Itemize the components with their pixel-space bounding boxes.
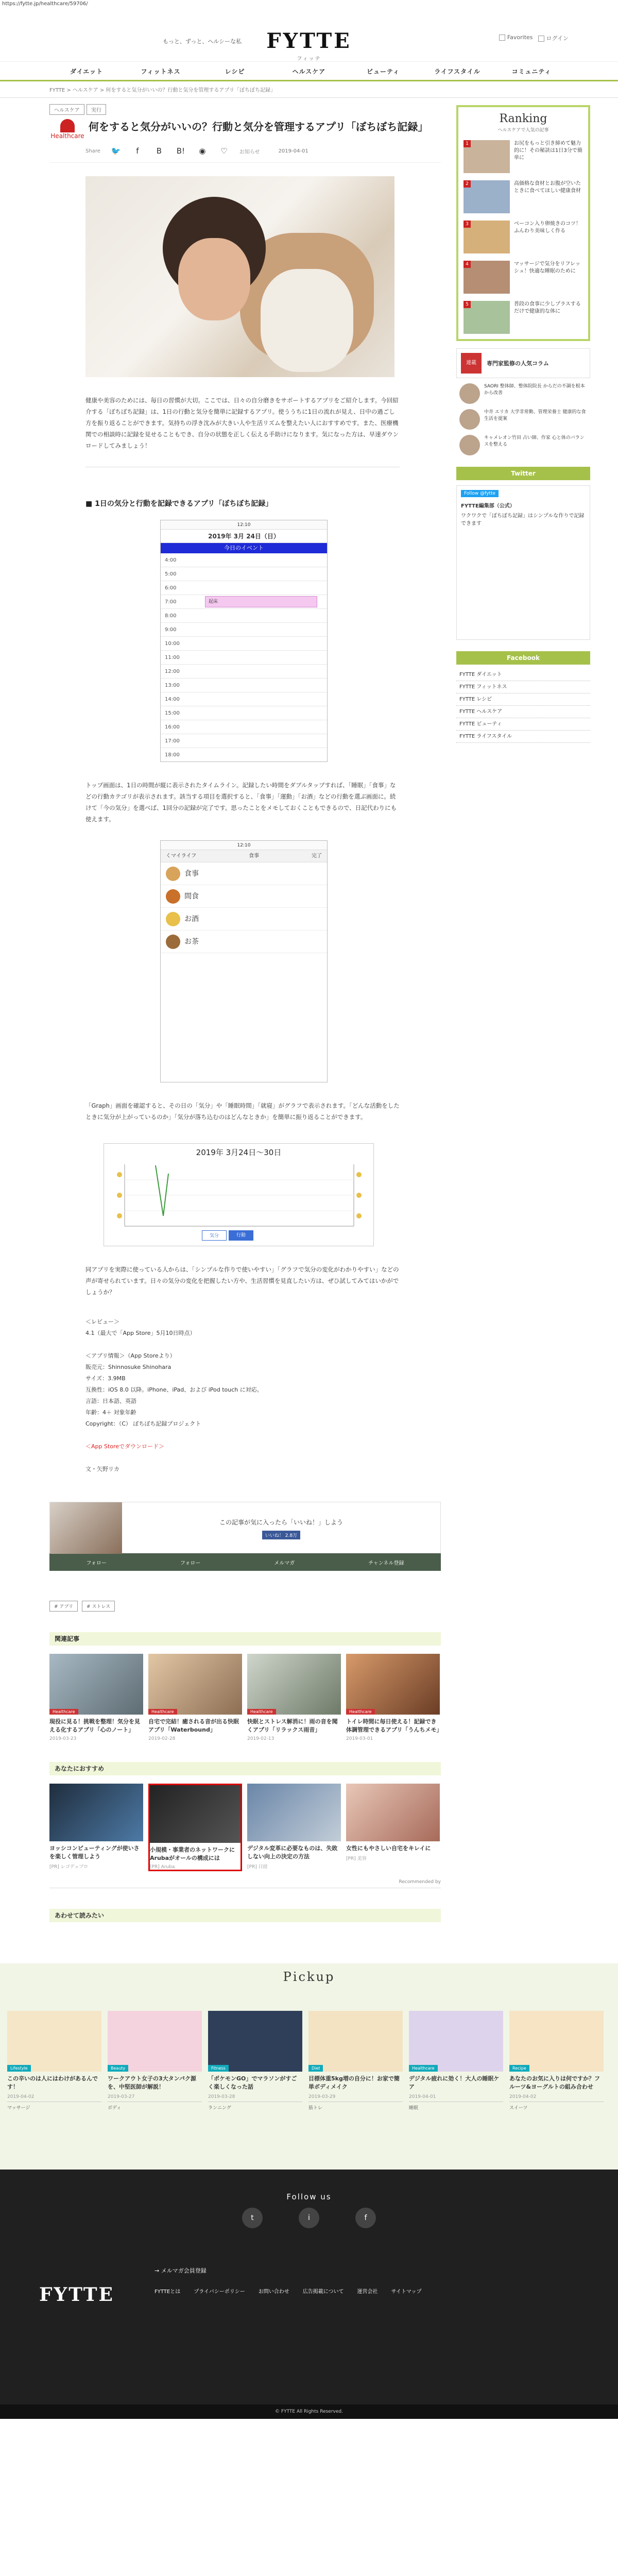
app-screenshot-timeline [160, 520, 328, 762]
followus-heading: Follow us [286, 2192, 332, 2201]
card-title: 「ポケモンGO」でマラソンがすごく楽しくなった話 [208, 2075, 297, 2090]
timeline-row[interactable]: 17:00 [161, 734, 327, 748]
timeline-row[interactable]: 15:00 [161, 706, 327, 720]
list-item-label: 間食 [184, 892, 199, 901]
follow-mail[interactable]: メルマガ [274, 1560, 295, 1566]
tag-list [49, 1601, 441, 1612]
expert-tag: 連載 [461, 353, 482, 374]
phone-toolbar [161, 850, 327, 862]
card-tag: Lifestyle [7, 2065, 31, 2072]
fb-item[interactable]: FYTTE ダイエット [456, 669, 590, 681]
nav-item-beauty[interactable]: ビューティ [366, 68, 400, 75]
footer-link[interactable]: 広告掲載について [302, 2289, 344, 2295]
fb-item[interactable]: FYTTE フィットネス [456, 681, 590, 693]
timeline-row[interactable]: 11:00 [161, 651, 327, 665]
tweet-text: ワクワクで「ぼちぼち記録」はシンプルな作りで記録できます [461, 513, 585, 527]
recommend-card[interactable] [346, 1784, 440, 1871]
card-title: あなたのお気に入りは何ですか？フルーツ&ヨーグルトの組み合わせ [509, 2075, 600, 2090]
favorites-label: Favorites [507, 34, 533, 41]
timeline-row[interactable]: 9:00 [161, 623, 327, 637]
graph-mood-button[interactable]: 気分 [202, 1230, 227, 1241]
site-header [0, 8, 618, 62]
breadcrumb: FYTTE > ヘルスケア > 何をすると気分がいいの？行動と気分を管理するアプリ「ぼちぼち記録」 [0, 81, 618, 98]
timeline-row[interactable]: 4:00 [161, 553, 327, 567]
card-category: ランニング [208, 2102, 302, 2111]
healthcare-label: Healthcare [50, 132, 84, 140]
card-source: [PR] 日経 [247, 1865, 268, 1870]
related-card[interactable] [49, 1654, 143, 1741]
site-tagline: もっと、ずっと、ヘルシーな私 [163, 38, 242, 45]
footer-links [154, 2287, 421, 2295]
nav-item-community[interactable]: コミュニティ [511, 68, 552, 75]
related-list [49, 1654, 441, 1741]
category-badge[interactable]: ヘルスケア [49, 104, 84, 115]
ranking-item[interactable]: 3 ベーコン入り卵焼きのコツ！ふんわり美味しく作る [464, 221, 583, 253]
main-nav [0, 62, 618, 81]
card-title: 現役に見る！挑戦を整理！気分を見える化するアプリ「心のノート」 [49, 1718, 140, 1733]
card-source: [PR] 美容 [346, 1856, 367, 1861]
list-item[interactable] [161, 885, 327, 908]
card-category: 睡眠 [409, 2102, 503, 2111]
article-body-1: トップ画面は、1日の時間が縦に表示されたタイムライン。記録したい時間をダブルタップすれば、「睡眠」「食事」などの行動カテゴリが表示されます。該当する項目を選択すると、「食事」「運動」「お酒」などの行動を選ぶ画面に。続けて「今の気分」を選べば、1回分の記録が完了です。思ったことをメモしておくこともできるので、日記代わりにも使えます。 [85, 782, 397, 823]
card-category: 筋トレ [308, 2102, 403, 2111]
favorites-link[interactable] [499, 34, 533, 42]
app-info-line: 互換性：iOS 8.0 以降。iPhone、iPad、および iPod touch に対応。 [85, 1386, 263, 1393]
recommend-footer: Recommended by [49, 1879, 441, 1888]
like-button[interactable]: いいね！ 2.8万 [262, 1531, 300, 1539]
category-badge-2[interactable]: 実行 [87, 104, 106, 115]
footer-link[interactable]: お問い合わせ [258, 2289, 289, 2295]
phone-status: 12:10 [161, 520, 327, 530]
recommend-card[interactable] [247, 1784, 341, 1871]
card-date: 2019-02-13 [247, 1736, 274, 1741]
footer-socials [0, 2208, 618, 2228]
article-header [49, 119, 441, 140]
phone-done[interactable]: 完了 [311, 853, 322, 859]
footer-logo[interactable]: FYTTE [39, 2284, 114, 2306]
card-source: [PR] Aruba [150, 1865, 175, 1870]
app-screenshot-category [160, 840, 328, 1082]
follow-instagram[interactable]: フォロー [180, 1560, 201, 1566]
card-date: 2019-04-01 [409, 2094, 436, 2099]
related-card[interactable] [148, 1654, 242, 1741]
expert-title: 専門家監修の人気コラム [487, 360, 549, 367]
share-label: Share [85, 148, 100, 154]
timeline-row[interactable]: 14:00 [161, 692, 327, 706]
avatar [459, 383, 480, 404]
expert-header [456, 348, 590, 378]
card-tag: Healthcare [247, 1709, 276, 1715]
expert-item[interactable] [456, 409, 590, 430]
card-date: 2019-03-28 [208, 2094, 235, 2099]
graph-action-button[interactable]: 行動 [229, 1230, 253, 1241]
pickup-card[interactable] [208, 2011, 302, 2111]
timeline-row[interactable]: 16:00 [161, 720, 327, 734]
ranking-box [456, 105, 590, 341]
expert-text: キャメレオン竹田 占い師、作家 心と体のバランスを整える [484, 435, 585, 447]
ranking-item[interactable]: 4 マッサージで気分をリフレッシュ！快適な睡眠のために [464, 261, 583, 294]
ranking-item[interactable]: 1 お尻をもっと引き締めて魅力的に！その秘訣は1日3分で簡単に [464, 140, 583, 173]
card-date: 2019-03-23 [49, 1736, 77, 1741]
card-date: 2019-02-28 [148, 1736, 176, 1741]
card-category: マッサージ [7, 2102, 101, 2111]
twitter-widget [456, 485, 590, 640]
card-title: 自宅で完結！癒される音が出る快眠アプリ「Waterbound」 [148, 1718, 239, 1733]
article-author: 文・矢野リカ [85, 1466, 119, 1472]
card-title: 小規模・事業者のネットワークに Arubaがオールの構成には [150, 1846, 235, 1861]
ranking-item-title: ベーコン入り卵焼きのコツ！ふんわり美味しく作る [514, 221, 581, 234]
card-tag: Fitness [208, 2065, 229, 2072]
pickup-heading: Pickup [283, 1970, 335, 1984]
promo-image [50, 1502, 122, 1554]
timeline-row[interactable]: 7:00 [161, 595, 327, 609]
awase-heading: あわせて読みたい [49, 1909, 441, 1922]
pickup-card[interactable] [409, 2011, 503, 2111]
card-date: 2019-03-01 [346, 1736, 373, 1741]
card-tag: Healthcare [148, 1709, 177, 1715]
expert-text: SAORI 整体師、整体院院長 からだの不調を根本から改善 [484, 384, 585, 396]
login-label: ログイン [546, 35, 569, 42]
heart-icon [60, 119, 75, 132]
list-item-label: お酒 [184, 915, 199, 923]
app-info-line: サイズ：3.9MB [85, 1375, 126, 1382]
related-card[interactable] [346, 1654, 440, 1741]
card-date: 2019-03-27 [108, 2094, 135, 2099]
tag-item[interactable]: # ストレス [82, 1601, 115, 1612]
card-title: 女性にもやさしい自宅をキレイに [346, 1845, 431, 1852]
ranking-subtitle: ヘルスケアで人気の記事 [497, 128, 549, 133]
ranking-item-title: マッサージで気分をリフレッシュ！快適な睡眠のために [514, 261, 580, 274]
card-tag: Healthcare [346, 1709, 375, 1715]
phone-back[interactable]: くマイライフ [166, 853, 197, 859]
line-icon[interactable]: ◉ [199, 146, 206, 156]
avatar [459, 409, 480, 430]
ranking-item-title: 普段の食事に少しプラスするだけで健康的な体に [514, 301, 581, 314]
sidebar [456, 98, 590, 1922]
timeline-row[interactable]: 5:00 [161, 567, 327, 581]
recommend-card[interactable] [49, 1784, 143, 1871]
app-info-line: 販売元：Shinnosuke Shinohara [85, 1364, 171, 1370]
follow-bar [49, 1553, 441, 1571]
related-heading: 関連記事 [49, 1632, 441, 1646]
hatena-icon[interactable]: B! [176, 146, 185, 156]
ranking-item[interactable]: 5 普段の食事に少しプラスするだけで健康的な体に [464, 301, 583, 334]
fb-item[interactable]: FYTTE ヘルスケア [456, 706, 590, 718]
card-tag: Healthcare [49, 1709, 78, 1715]
recommend-heading: あなたにおすすめ [49, 1762, 441, 1775]
healthcare-icon [49, 119, 85, 140]
list-item[interactable] [161, 930, 327, 953]
hero-image [85, 176, 394, 377]
main-content [49, 98, 441, 1922]
related-card[interactable] [247, 1654, 341, 1741]
app-screenshot-graph [104, 1143, 374, 1246]
pickup-card[interactable] [509, 2011, 604, 2111]
card-title: 目標体重5kg増の自分に！お家で簡単ボディメイク [308, 2075, 400, 2090]
list-item[interactable] [161, 908, 327, 930]
timeline-row[interactable]: 13:00 [161, 679, 327, 692]
card-category: ボディ [108, 2102, 202, 2111]
user-icon [538, 36, 544, 42]
article-body-3: 同アプリを実際に使っている人からは、「シンプルな作りで使いやすい」「グラフで気分の変化がわかりやすい」などの声が寄せられています。日々の気分の変化を把握したい方や、生活習慣を見直したい方は、ぜひ試してみてはいかがでしょうか？ [85, 1266, 399, 1296]
timeline-row[interactable]: 10:00 [161, 637, 327, 651]
card-tag: Recipe [509, 2065, 529, 2072]
card-title: デジタル変革に必要なものは、失敗しない向上の決定の方法 [247, 1845, 338, 1860]
header-utility [499, 34, 569, 42]
card-title: 快眠とストレス解消に！雨の音を聞くアプリ「リラックス雨音」 [247, 1718, 338, 1733]
footer-link[interactable]: 運営会社 [357, 2289, 378, 2295]
twitter-heading: Twitter [456, 467, 590, 480]
pickup-list [7, 2011, 604, 2111]
site-footer [0, 2170, 618, 2419]
nav-item-recipe[interactable]: レシピ [225, 68, 245, 75]
footer-link[interactable]: FYTTEとは [154, 2289, 181, 2295]
fb-item[interactable]: FYTTE ビューティ [456, 718, 590, 731]
footer-link[interactable]: プライバシーポリシー [194, 2289, 245, 2295]
logo-text: FYTTE [266, 29, 352, 53]
bookmark-icon[interactable]: B [156, 146, 162, 156]
expert-item[interactable] [456, 435, 590, 455]
follow-twitter[interactable]: フォロー [86, 1560, 107, 1566]
card-date: 2019-04-02 [509, 2094, 537, 2099]
timeline-row[interactable]: 18:00 [161, 748, 327, 762]
timeline-row[interactable]: 8:00 [161, 609, 327, 623]
card-title: トイレ時間に毎日使える！記録でき体調管理できるアプリ「うんちメモ」 [346, 1718, 442, 1733]
tag-item[interactable]: # アプリ [49, 1601, 78, 1612]
review-label: ＜レビュー＞ [85, 1318, 119, 1325]
like-promo [49, 1502, 441, 1553]
newsletter-link[interactable]: → メルマガ会員登録 [154, 2267, 207, 2274]
login-link[interactable] [538, 34, 569, 42]
section-heading: ■ 1日の気分と行動を記録できるアプリ「ぼちぼち記録」 [85, 500, 273, 508]
heart-outline-icon[interactable]: ♡ [220, 146, 228, 156]
share-bar [49, 140, 441, 163]
phone-date: 2019年 3月 24日（日） [161, 530, 327, 543]
article-intro: 健康や美容のためには、毎日の習慣が大切。ここでは、日々の自分磨きをサポートするアプリをご紹介します。今回紹介する「ぼちぼち記録」は、1日の行動と気分を簡単に記録するアプリ。使ううちに1日の流れが見え、日中の過ごし方を振り返ることができます。気持ちの浮き沈みが大きい人や生活リズムを整えたい人におすすめです。また、医療機関での相談時に記録を見せることもでき、自分の状態を正しく伝える手助けになります。気になった方は、早速ダウンロードしてみましょう！ [85, 397, 399, 449]
fb-item[interactable]: FYTTE ライフスタイル [456, 731, 590, 743]
card-date: 2019-04-02 [7, 2094, 35, 2099]
app-info [85, 1316, 400, 1452]
list-item-label: 食事 [184, 870, 199, 878]
nav-item-fitness[interactable]: フィットネス [141, 68, 181, 75]
card-category: スイーツ [509, 2102, 604, 2111]
site-logo[interactable] [163, 29, 455, 62]
url-bar[interactable]: https://fytte.jp/healthcare/59706/ [0, 0, 618, 8]
ranking-item-title: 高価格な食材とお腹が空いたときに食べてほしい健康食材 [514, 181, 581, 194]
avatar [459, 435, 480, 455]
expert-item[interactable] [456, 383, 590, 404]
pickup-section [0, 1963, 618, 2170]
facebook-icon[interactable]: f [355, 2208, 376, 2228]
nav-item-diet[interactable]: ダイエット [70, 68, 104, 75]
footer-link[interactable]: サイトマップ [391, 2289, 422, 2295]
heart-icon [499, 35, 505, 41]
phone-status-2: 12:10 [161, 841, 327, 850]
pickup-card[interactable] [7, 2011, 101, 2111]
card-date: 2019-03-29 [308, 2094, 336, 2099]
timeline-row[interactable]: 12:00 [161, 665, 327, 679]
twitter-account[interactable]: FYTTE編集部（公式） [461, 503, 515, 509]
app-info-line: 言語：日本語、英語 [85, 1398, 136, 1404]
card-title: デジタル疲れに効く！大人の睡眠ケア [409, 2075, 500, 2090]
ranking-item[interactable]: 2 高価格な食材とお腹が空いたときに食べてほしい健康食材 [464, 180, 583, 213]
twitter-icon[interactable]: 🐦 [111, 146, 121, 156]
article-date: 2019-04-01 [278, 148, 308, 154]
phone-title: 食事 [249, 853, 260, 859]
follow-youtube[interactable]: チャンネル登録 [368, 1560, 404, 1566]
app-info-line: 年齢：4＋ 対象年齢 [85, 1409, 136, 1416]
phone-event: 起床 [205, 596, 317, 607]
ranking-item-title: お尻をもっと引き締めて魅力的に！その秘訣は1日3分で簡単に [514, 141, 582, 161]
pickup-card[interactable] [108, 2011, 202, 2111]
recommend-card[interactable] [148, 1784, 242, 1871]
promo-text: この記事が気に入ったら「いいね！」しよう [219, 1519, 343, 1526]
article-body-2: 「Graph」画面を確認すると、その日の「気分」や「睡眠時間」「就寝」がグラフで表示されます。「どんな活動をしたときに気分が上がっているのか」「気分が落ち込むのはどんなときか」を簡単に振り返ることができます。 [85, 1102, 400, 1121]
app-info-label: ＜アプリ情報＞（App Storeより） [85, 1352, 176, 1359]
copyright: © FYTTE All Rights Reserved. [0, 2404, 618, 2419]
facebook-heading: Facebook [456, 651, 590, 665]
nav-item-lifestyle[interactable]: ライフスタイル [434, 68, 480, 75]
nav-item-healthcare[interactable]: ヘルスケア [292, 68, 326, 75]
card-title: ヨッシコンピューティングが使いさを楽しく管理しよう [49, 1845, 140, 1860]
pickup-card[interactable] [308, 2011, 403, 2111]
facebook-icon[interactable]: f [136, 146, 139, 156]
card-tag: Diet [308, 2065, 323, 2072]
review-value: 4.1（最大で「App Store」5月10日時点） [85, 1330, 196, 1336]
instagram-icon[interactable]: i [299, 2208, 319, 2228]
app-store-link[interactable]: ＜App Storeでダウンロード＞ [85, 1443, 165, 1450]
app-info-line: Copyright：（C） ぼちぼち記録プロジェクト [85, 1420, 201, 1427]
ok-label: お知らせ [239, 149, 260, 155]
twitter-follow-button[interactable]: Follow @fytte [461, 490, 499, 497]
card-source: [PR] レゴデュプロ [49, 1865, 89, 1870]
expert-text: 中井 エリカ 大学非常勤、管理栄養士 健康的な食生活を提案 [484, 410, 586, 421]
logo-subtext: フィッテ [297, 56, 321, 62]
card-tag: Beauty [108, 2065, 128, 2072]
card-title: この辛いのは人にはわけがあるんです！ [7, 2075, 98, 2090]
phone-today-band: 今日のイベント [161, 543, 327, 553]
phone-timeline [161, 553, 327, 762]
graph-title: 2019年 3月24日〜30日 [196, 1148, 282, 1157]
facebook-list [456, 669, 590, 743]
phone-category-list [161, 862, 327, 953]
card-tag: Healthcare [409, 2065, 438, 2072]
ranking-title: Ranking [499, 112, 547, 125]
card-title: ワークアウト女子の3大タンパク源を、中堅医師が解説！ [108, 2075, 196, 2090]
twitter-icon[interactable]: t [242, 2208, 263, 2228]
list-item-label: お茶 [184, 938, 199, 946]
timeline-row[interactable]: 6:00 [161, 581, 327, 595]
recommend-list [49, 1784, 441, 1871]
article-title: 何をすると気分がいいの？行動と気分を管理するアプリ「ぼちぼち記録」 [89, 121, 428, 133]
fb-item[interactable]: FYTTE レシピ [456, 693, 590, 706]
list-item[interactable] [161, 862, 327, 885]
